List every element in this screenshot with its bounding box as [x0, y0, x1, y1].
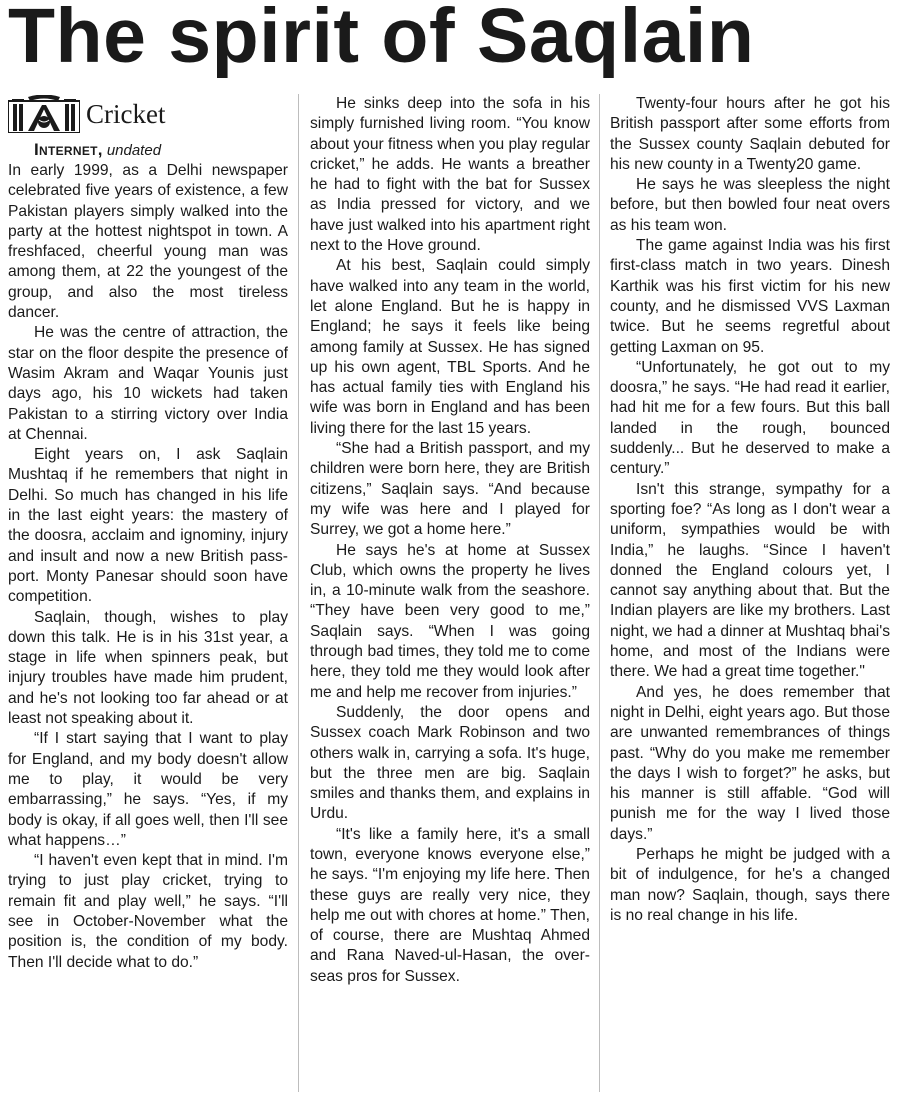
- article-paragraph: He says he's at home at Sussex Club, which owns the property he lives in, a 10-minute walk from the seashore. “They have been very good to me,” Saqlain says. “When I was going through bad times, they told me to come here, they told me they would look after me and help me recover from injuries.”: [310, 541, 590, 701]
- column-divider: [298, 94, 299, 1092]
- article-paragraph: Isn't this strange, sympathy for a sporting foe? “As long as I don't wear a uniform, sympathies would be with India,” he laughs. “Since I haven't donned the England colours yet, I cannot say anything about that. But the Indian players are like my brothers. Last night, we had a dinner at Mushtaq bhai's home, and most of the Indians were there. We had a great time together.": [610, 480, 890, 681]
- article-paragraph: He says he was sleepless the night before, but then bowled four neat overs as his team won.: [610, 176, 890, 234]
- headline: The spirit of Saqlain: [8, 0, 755, 79]
- article-paragraph: And yes, he does remember that night in Delhi, eight years ago. But those are unwanted remembrances of things past. “Why do you make me remember the days I wish to forget?” he asks, but his manner is still affable. “God will punish me for the way I lived those days.”: [610, 683, 890, 843]
- dateline-place: Internet,: [34, 140, 103, 159]
- dateline: [8, 140, 288, 161]
- article-paragraph: The game against India was his first first-class match in two years. Dinesh Karthik was his first victim for his new county, and he dismissed VVS Laxman twice. But he seems regretful about getting Laxman on 95.: [610, 237, 890, 356]
- article-paragraph: “It's like a family here, it's a small town, everyone knows everyone else,” he says. “I'm enjoying my life here. Then these guys are really very nice, they help me out with chores at home.” Then, of course, there are Mushtaq Ahmed and Rana Naved-ul-Hasan, the overseas pros for Sussex.: [310, 825, 590, 985]
- article-column-2: [310, 94, 590, 987]
- section-tag: [8, 94, 288, 134]
- article-paragraph: He sinks deep into the sofa in his simply furnished living room. “You know about your fitness when you play regular cricket,” he adds. He wants a breather he had to fight with the bat for Sussex as India pressed for victory, and we have just walked into his apartment right next to the Hove ground.: [310, 95, 590, 255]
- article-column-3: [610, 94, 890, 926]
- dateline-date: undated: [106, 142, 162, 159]
- article-paragraph: “She had a British passport, and my children were born here, they are British citizens,” Saqlain says. “And because my wife was here and I played for Surrey, we got a home here.”: [310, 440, 590, 539]
- column-divider: [599, 94, 600, 1092]
- article-paragraph: Suddenly, the door opens and Sussex coach Mark Robinson and two others walk in, carrying a sofa. It's huge, but the three men are big. Saqlain smiles and thanks them, and explains in Urdu.: [310, 703, 590, 823]
- article-paragraph: In early 1999, as a Delhi newspaper celebrated five years of existence, a few Pakistan players simply walked into the party at the hottest nightspot in town. A freshfaced, cheerful young man was among them, at 22 the youngest of the group, and also the most tireless dancer.: [8, 162, 288, 322]
- article-paragraph: “I haven't even kept that in mind. I'm trying to just play cricket, trying to remain fit and play well,” he says. “I'll see in October-November what the position is, the condition of my body. Then I'll decide what to do.”: [8, 852, 288, 971]
- article-paragraph: Twenty-four hours after he got his British passport after some efforts from the Sussex county Saqlain debuted for his new county in a Twenty20 game.: [610, 95, 890, 173]
- article-column-1: [8, 94, 288, 973]
- cricket-wickets-icon: [8, 95, 80, 133]
- article-paragraph: “Unfortunately, he got out to my doosra,” he says. “He had read it earlier, had hit me for a few fours. But this ball landed in the rough, bounced suddenly... But he deserved to make a century.”: [610, 358, 890, 478]
- article-paragraph: At his best, Saqlain could simply have walked into any team in the world, let alone England. But he is happy in England; he says it feels like being among family at Sussex. He has signed up his own agent, TBL Sports. And he has actual family ties with England his wife was born in England and has been living there for the last 15 years.: [310, 257, 590, 437]
- section-label: Cricket: [86, 99, 166, 129]
- article-paragraph: Eight years on, I ask Saqlain Mushtaq if he remembers that night in Delhi. So much has changed in his life in the last eight years: the mastery of the doosra, acclaim and ignominy, injury and insult and now a new British passport. Monty Panesar should soon have competition.: [8, 446, 288, 606]
- article-paragraph: Saqlain, though, wishes to play down this talk. He is in his 31st year, a stage in life when spinners peak, but injury troubles have made him prudent, and he's not looking too far ahead or at least not speaking about it.: [8, 608, 288, 728]
- article-paragraph: Perhaps he might be judged with a bit of indulgence, for he's a changed man now? Saqlain, though, says there is no real change in his life.: [610, 845, 890, 924]
- article-paragraph: “If I start saying that I want to play for England, and my body doesn't allow me to play, it would be very embarrassing,” he says. “Yes, if my body is okay, if all goes well, then I'll see what happens…”: [8, 730, 288, 849]
- article-paragraph: He was the centre of attraction, the star on the floor despite the presence of Wasim Akram and Waqar Younis just days ago, his 10 wickets had taken Pakistan to a stirring victory over India at Chennai.: [8, 324, 288, 443]
